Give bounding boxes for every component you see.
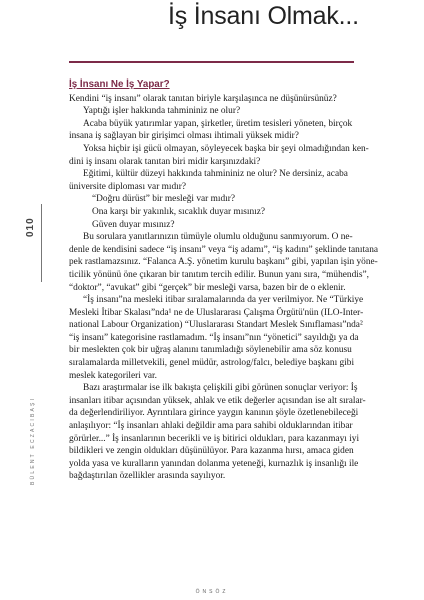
text-line: pek rastlamazsınız. “Falanca A.Ş. yönetim kurulu başkanı” gibi, yapılan işin yöne- xyxy=(69,257,378,268)
text-line: Mesleki İtibar Skalası”nda¹ ne de Uluslararası Çalışma Örgütü'nün (ILO-Inter- xyxy=(69,307,364,318)
text-line: yolda yasa ve kuralların yanından dolanma yeteneği, kurnazlık iş insanlığı ile xyxy=(69,458,359,469)
text-line: “doktor”, “avukat” gibi “gerçek” bir mesleği varsa, bazen bir de o eklenir. xyxy=(69,282,346,293)
text-line: üniversite diploması var mıdır? xyxy=(69,181,187,192)
text-line: dini iş insanı olarak tanıtan biri midir karşınızdaki? xyxy=(69,156,261,167)
text-line: “iş insanı” kategorisine rastlamadım. “İş insanı”nın “yönetici” sayıldığı ya da xyxy=(69,332,359,343)
text-line: national Labour Organization) “Uluslararası Standart Meslek Sınıflaması”nda² xyxy=(69,320,363,331)
text-line: Kendini “iş insanı” olarak tanıtan biriyle karşılaşınca ne düşünürsünüz? xyxy=(69,93,337,104)
chapter-title: İş İnsanı Olmak... xyxy=(168,2,359,30)
text-line: meslek kategorileri var. xyxy=(69,370,157,381)
text-line: Güven duyar mısınız? xyxy=(92,219,175,230)
text-line: bildikleri ve zengin oldukları düşünülüyor. Para kazanma hırsı, amaca giden xyxy=(69,446,354,457)
text-line: anlaşılıyor: “İş insanları ahlaki değildir ama para sahibi olduklarından itibar xyxy=(69,421,353,432)
text-line: da değerlendiriliyor. Ayrıntılara girince yaygın kanının şöyle özetlenebileceği xyxy=(69,408,359,419)
text-line: Yaptığı işler hakkında tahmininiz ne olur? xyxy=(83,106,241,117)
text-line: sıralamalarda milletvekili, genel müdür, astrolog/falcı, belediye başkanı gibi xyxy=(69,358,355,369)
text-line: “Doğru dürüst” bir mesleği var mıdır? xyxy=(92,194,235,205)
body-text xyxy=(69,79,379,483)
text-line: bir meslekten çok bir uğraş alanını tanımladığı söylenebilir ama söz konusu xyxy=(69,345,352,356)
section-heading: İş İnsanı Ne İş Yapar? xyxy=(69,79,170,90)
text-line: Yoksa hiçbir işi gücü olmayan, söyleyecek başka bir şeyi olmadığından ken- xyxy=(83,143,369,154)
text-line: insanları itibar açısından yüksek, ahlak ve etik değerler açısından ise alt sıralar- xyxy=(69,395,366,406)
text-line: Bu sorulara yanıtlarınızın tümüyle olumlu olduğunu sanmıyorum. O ne- xyxy=(83,232,353,243)
page-number: 010 xyxy=(25,217,36,237)
title-divider xyxy=(69,61,354,63)
text-line: “İş insanı”na mesleki itibar sıralamalarında da yer verilmiyor. Ne “Türkiye xyxy=(83,295,364,306)
text-line: Acaba büyük yatırımlar yapan, şirketler, üretim tesisleri yöneten, birçok xyxy=(83,118,353,129)
text-line: Ona karşı bir yakınlık, sıcaklık duyar mısınız? xyxy=(92,206,266,217)
text-line: Eğitimi, kültür düzeyi hakkında tahmininiz ne olur? Ne dersiniz, acaba xyxy=(83,169,348,180)
author-name: BÜLENT ECZACIBAŞI xyxy=(30,396,36,485)
text-line: Bazı araştırmalar ise ilk bakışta çelişkili gibi görünen sonuçlar veriyor: İş xyxy=(83,383,358,394)
text-line: görürler...” İş insanlarının becerikli ve iş bitirici oldukları, para kazanmayı iyi xyxy=(69,433,360,444)
running-footer: ÖNSÖZ xyxy=(195,589,229,595)
margin-divider xyxy=(41,204,42,282)
text-line: insana iş sağlayan bir girişimci olması ihtimali yüksek midir? xyxy=(69,131,299,142)
text-line: bağdaştırılan özellikler arasında sayılıyor. xyxy=(69,471,226,482)
text-line: denle de kendisini sadece “iş insanı” veya “iş adamı”, “iş kadını” şeklinde tanıtana xyxy=(69,244,379,255)
text-line: ticilik yönünü öne çıkaran bir tanıtım tercih edilir. Bunun yanı sıra, “mühendis”, xyxy=(69,269,369,280)
